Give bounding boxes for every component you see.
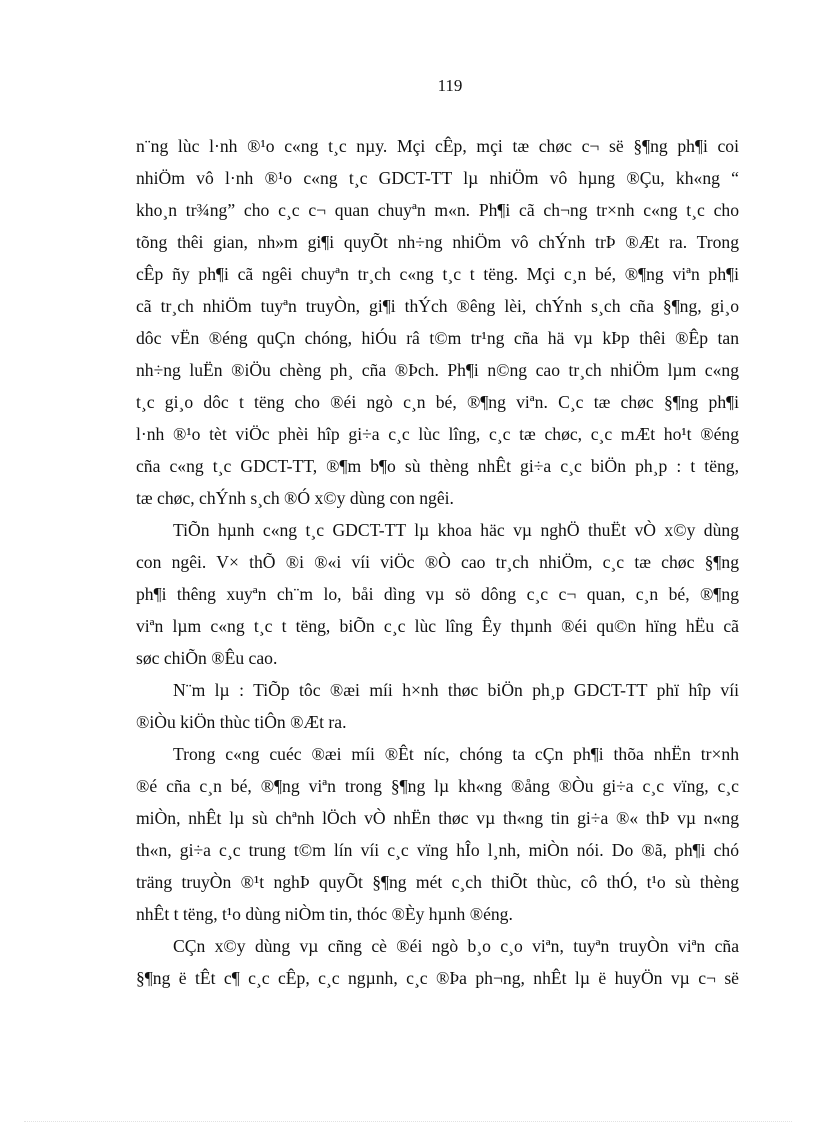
page-number: 119 xyxy=(437,76,463,95)
text-line: ®iÒu kiÖn thùc tiÔn ®Æt ra. xyxy=(136,712,347,732)
text-line: t¸c gi¸o dôc t tëng cho ®éi ngò c¸n bé, ®¶ng viªn. C¸c tæ chøc §¶ng ph¶i xyxy=(136,392,739,412)
text-line: tæ chøc, chÝnh s¸ch ®Ó x©y dùng con ngêi. xyxy=(136,488,454,508)
text-line: kho¸n tr¾ng” cho c¸c c¬ quan chuyªn m«n. Ph¶i cã ch¬ng tr×nh c«ng t¸c cho xyxy=(136,200,739,220)
page-bottom-divider xyxy=(24,1121,792,1122)
text-line: miÒn, nhÊt lµ sù chªnh lÖch vÒ nhËn thøc vµ th«ng tin gi÷a ®« thÞ vµ n«ng xyxy=(136,808,739,828)
text-line: ®é cña c¸n bé, ®¶ng viªn trong §¶ng lµ kh«ng ®ång ®Òu gi÷a c¸c vïng, c¸c xyxy=(136,776,739,796)
text-line: cã tr¸ch nhiÖm tuyªn truyÒn, gi¶i thÝch ®êng lèi, chÝnh s¸ch cña §¶ng, gi¸o xyxy=(136,296,739,316)
text-line: dôc vËn ®éng quÇn chóng, hiÓu râ t©m tr¹ng cña hä vµ kÞp thêi ®Êp tan xyxy=(136,328,739,348)
text-line: n¨ng lùc l·nh ®¹o c«ng t¸c nµy. Mçi cÊp, mçi tæ chøc c¬ së §¶ng ph¶i coi xyxy=(136,136,739,156)
text-line: nhiÖm vô l·nh ®¹o c«ng t¸c GDCT-TT lµ nhiÖm vô hµng ®Çu, kh«ng “ xyxy=(136,168,739,188)
body-text xyxy=(136,130,739,994)
text-line: nhÊt t tëng, t¹o dùng niÒm tin, thóc ®Èy hµnh ®éng. xyxy=(136,904,513,924)
text-line: träng truyÒn ®¹t nghÞ quyÕt §¶ng mét c¸ch thiÕt thùc, cô thÓ, t¹o sù thèng xyxy=(136,872,739,892)
text-line: con ngêi. V× thÕ ®i ®«i víi viÖc ®Ò cao tr¸ch nhiÖm, c¸c tæ chøc §¶ng xyxy=(136,552,739,572)
paragraph-first-line: N¨m lµ : TiÕp tôc ®æi míi h×nh thøc biÖn ph¸p GDCT-TT phï hîp víi xyxy=(173,680,739,700)
paragraph-first-line: CÇn x©y dùng vµ cñng cè ®éi ngò b¸o c¸o viªn, tuyªn truyÒn viªn cña xyxy=(173,936,739,956)
text-line: l·nh ®¹o tèt viÖc phèi hîp gi÷a c¸c lùc lîng, c¸c tæ chøc, c¸c mÆt ho¹t ®éng xyxy=(136,424,739,444)
text-line: viªn lµm c«ng t¸c t tëng, biÕn c¸c lùc lîng Êy thµnh ®éi qu©n hïng hËu cã xyxy=(136,616,739,636)
paragraph-first-line: Trong c«ng cuéc ®æi míi ®Êt níc, chóng ta cÇn ph¶i thõa nhËn tr×nh xyxy=(173,744,739,764)
text-line: th«n, gi÷a c¸c trung t©m lín víi c¸c vïng hÎo l¸nh, miÒn nói. Do ®ã, ph¶i chó xyxy=(136,840,739,860)
paragraph-first-line: TiÕn hµnh c«ng t¸c GDCT-TT lµ khoa häc vµ nghÖ thuËt vÒ x©y dùng xyxy=(173,520,739,540)
text-line: cña c«ng t¸c GDCT-TT, ®¶m b¶o sù thèng nhÊt gi÷a c¸c biÖn ph¸p : t tëng, xyxy=(136,456,739,476)
text-line: cÊp ñy ph¶i cã ngêi chuyªn tr¸ch c«ng t¸c t tëng. Mçi c¸n bé, ®¶ng viªn ph¶i xyxy=(136,264,739,284)
text-line: nh÷ng luËn ®iÖu chèng ph¸ cña ®Þch. Ph¶i n©ng cao tr¸ch nhiÖm lµm c«ng xyxy=(136,360,739,380)
text-line: ph¶i thêng xuyªn ch¨m lo, båi dìng vµ sö dông c¸c c¬ quan, c¸n bé, ®¶ng xyxy=(136,584,739,604)
text-line: §¶ng ë tÊt c¶ c¸c cÊp, c¸c ngµnh, c¸c ®Þa ph¬ng, nhÊt lµ ë huyÖn vµ c¬ së xyxy=(136,968,739,988)
text-line: søc chiÕn ®Êu cao. xyxy=(136,648,278,668)
text-line: tõng thêi gian, nh»m gi¶i quyÕt nh÷ng nhiÖm vô chÝnh trÞ ®Æt ra. Trong xyxy=(136,232,739,252)
